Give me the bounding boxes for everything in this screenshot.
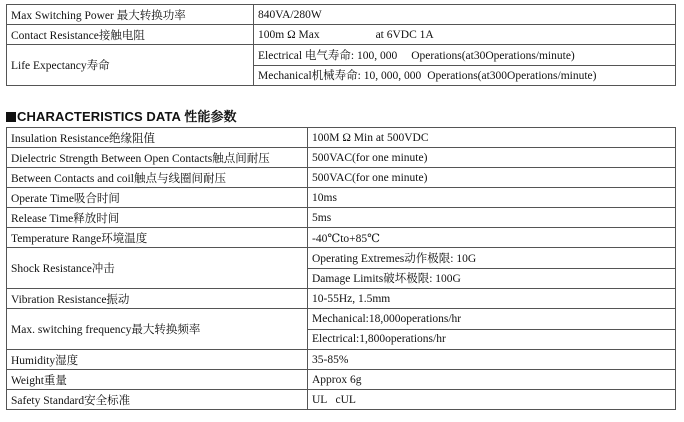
dielectric-open-value: 500VAC(for one minute)	[308, 148, 676, 168]
max-frequency-mechanical-value: Mechanical:18,000operations/hr	[308, 309, 676, 330]
mechanical-life-value	[254, 65, 676, 86]
table-row	[7, 390, 676, 410]
section-heading	[6, 106, 237, 125]
switching-specs-table	[6, 4, 676, 86]
table-row	[7, 208, 676, 228]
table-row	[7, 248, 676, 269]
table-row	[7, 25, 676, 45]
mechanical-life-count: Mechanical机械寿命: 10, 000, 000	[258, 70, 422, 83]
humidity-value: 35-85%	[308, 350, 676, 370]
humidity-label: Humidity湿度	[7, 350, 308, 370]
characteristics-table	[6, 127, 676, 410]
table-row	[7, 45, 676, 66]
table-row	[7, 5, 676, 25]
mechanical-life-rate: Operations(at300Operations/minute)	[427, 70, 597, 83]
vibration-label: Vibration Resistance振动	[7, 289, 308, 309]
release-time-label: Release Time释放时间	[7, 208, 308, 228]
electrical-life-count: Electrical 电气寿命: 100, 000	[258, 49, 398, 62]
operate-time-label: Operate Time吸合时间	[7, 188, 308, 208]
table-row	[7, 148, 676, 168]
table-row	[7, 370, 676, 390]
operate-time-value: 10ms	[308, 188, 676, 208]
contact-resistance-value	[254, 25, 676, 45]
contact-resistance-label: Contact Resistance接触电阻	[7, 25, 254, 45]
shock-resistance-label: Shock Resistance冲击	[7, 248, 308, 289]
life-expectancy-label: Life Expectancy寿命	[7, 45, 254, 86]
table-row	[7, 350, 676, 370]
safety-standard-label: Safety Standard安全标准	[7, 390, 308, 410]
insulation-value: 100M Ω Min at 500VDC	[308, 128, 676, 148]
dielectric-open-label: Dielectric Strength Between Open Contacts触点间耐压	[7, 148, 308, 168]
weight-value: Approx 6g	[308, 370, 676, 390]
max-switching-power-value: 840VA/280W	[254, 5, 676, 25]
insulation-label: Insulation Resistance绝缘阻值	[7, 128, 308, 148]
shock-damage-value: Damage Limits破坏极限: 100G	[308, 268, 676, 289]
weight-label: Weight重量	[7, 370, 308, 390]
contact-resistance-condition: at 6VDC 1A	[375, 28, 434, 41]
table-row	[7, 228, 676, 248]
table-row	[7, 168, 676, 188]
release-time-value: 5ms	[308, 208, 676, 228]
square-bullet-icon	[6, 112, 16, 122]
temperature-range-label: Temperature Range环境温度	[7, 228, 308, 248]
section-heading-text: CHARACTERISTICS DATA 性能参数	[17, 109, 237, 124]
dielectric-coil-label: Between Contacts and coil触点与线圈间耐压	[7, 168, 308, 188]
table-row	[7, 309, 676, 330]
table-row	[7, 188, 676, 208]
shock-operating-value: Operating Extremes动作极限: 10G	[308, 248, 676, 269]
safety-standard-value: UL cUL	[308, 390, 676, 410]
temperature-range-value: -40℃to+85℃	[308, 228, 676, 248]
dielectric-coil-value: 500VAC(for one minute)	[308, 168, 676, 188]
electrical-life-rate: Operations(at30Operations/minute)	[411, 49, 575, 62]
electrical-life-value	[254, 45, 676, 66]
max-frequency-electrical-value: Electrical:1,800operations/hr	[308, 329, 676, 350]
contact-resistance-max: 100m Ω Max	[258, 28, 320, 41]
table-row	[7, 128, 676, 148]
max-frequency-label: Max. switching frequency最大转换频率	[7, 309, 308, 350]
max-switching-power-label: Max Switching Power 最大转换功率	[7, 5, 254, 25]
vibration-value: 10-55Hz, 1.5mm	[308, 289, 676, 309]
table-row	[7, 289, 676, 309]
